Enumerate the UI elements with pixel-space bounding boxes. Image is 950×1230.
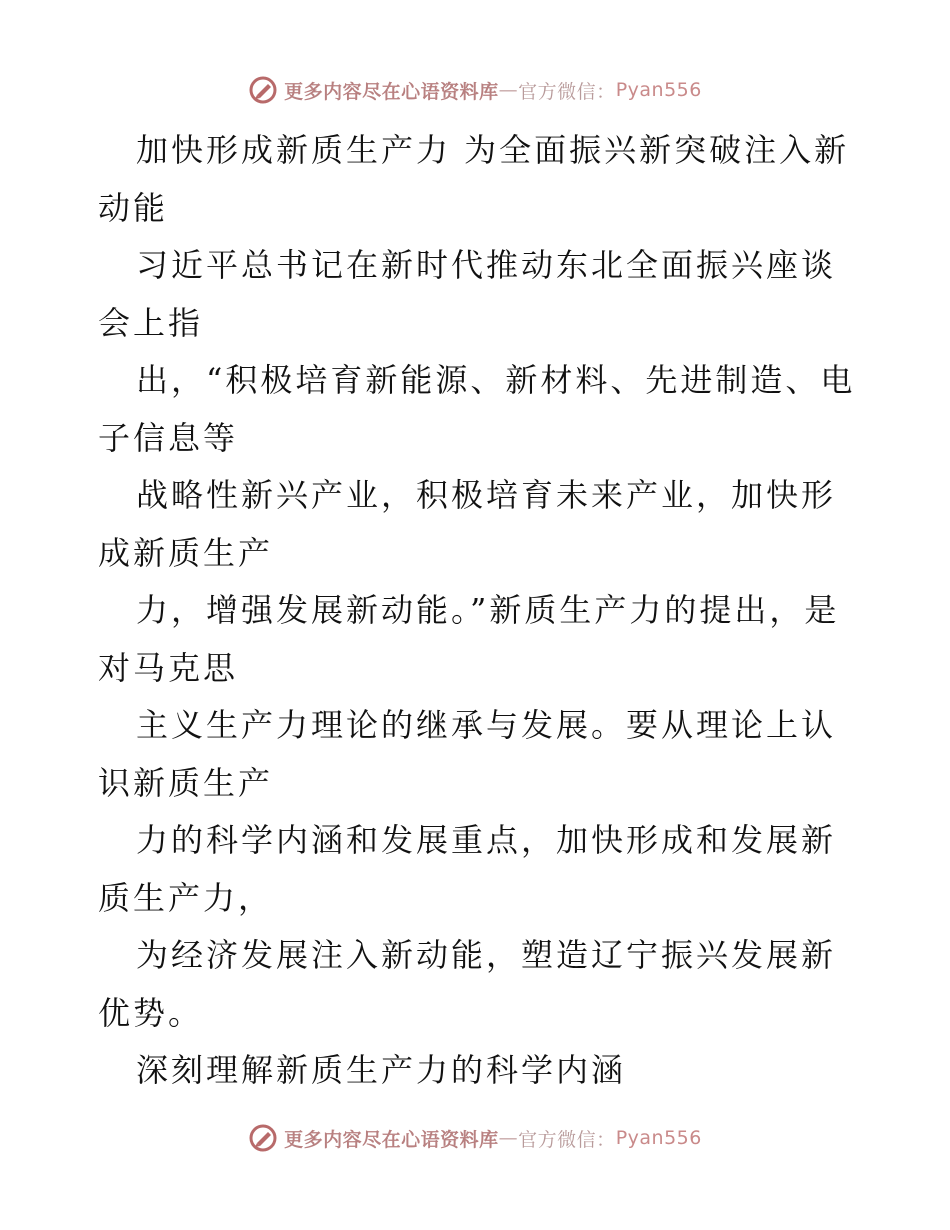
paragraph: 力，增强发展新动能。”新质生产力的提出，是对马克思	[98, 591, 840, 687]
banner-wechat-label: 官方微信：	[518, 1128, 616, 1151]
paragraph: 主义生产力理论的继承与发展。要从理论上认识新质生产	[98, 706, 837, 802]
paragraph: 加快形成新质生产力 为全面振兴新突破注入新动能	[98, 131, 850, 227]
paragraph: 出，“积极培育新能源、新材料、先进制造、电子信息等	[98, 361, 856, 457]
pen-logo-icon	[248, 1123, 278, 1153]
banner-lead-text: 更多内容尽在心语资料库	[284, 80, 499, 103]
paragraph: 习近平总书记在新时代推动东北全面振兴座谈会上指	[98, 246, 837, 342]
banner-wechat-id: Pyan556	[615, 1127, 702, 1149]
document-body	[98, 122, 858, 1100]
paragraph: 为经济发展注入新动能，塑造辽宁振兴发展新优势。	[98, 936, 837, 1032]
banner-separator: —	[498, 1127, 519, 1149]
banner-wechat-label: 官方微信：	[518, 80, 616, 103]
footer-banner	[0, 1118, 950, 1158]
banner-lead-text: 更多内容尽在心语资料库	[284, 1128, 499, 1151]
paragraph: 深刻理解新质生产力的科学内涵	[136, 1051, 627, 1089]
paragraph: 战略性新兴产业，积极培育未来产业，加快形成新质生产	[98, 476, 837, 572]
pen-logo-icon	[248, 75, 278, 105]
header-banner	[0, 70, 950, 110]
paragraph: 力的科学内涵和发展重点，加快形成和发展新质生产力，	[98, 821, 837, 917]
banner-separator: —	[498, 79, 519, 101]
banner-wechat-id: Pyan556	[615, 79, 702, 101]
